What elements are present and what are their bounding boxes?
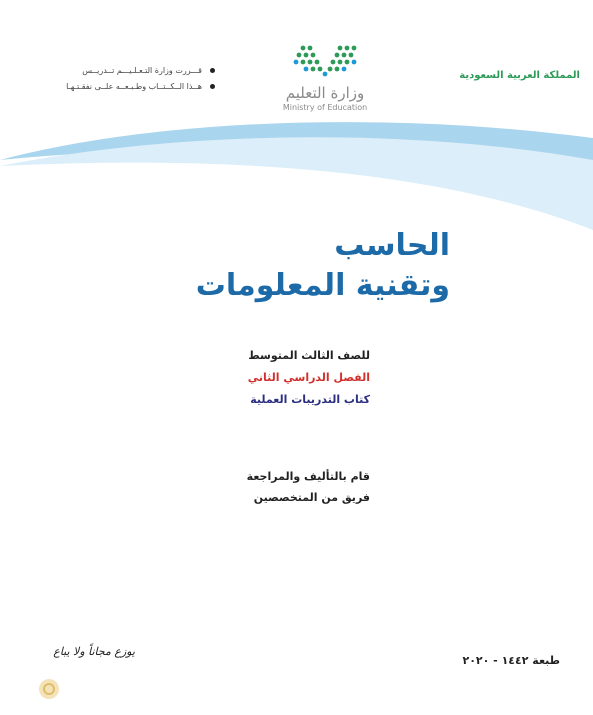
stamp-icon	[38, 678, 60, 700]
note-line	[40, 80, 215, 92]
bullet-icon	[210, 68, 215, 73]
kingdom-name: المملكة العربية السعودية	[459, 70, 580, 81]
book-title-line1: الحاسب	[334, 228, 450, 263]
note-text: قـــررت وزارة التـعـلـيـــم تــدريــس	[82, 65, 202, 75]
free-distribution-note: يوزع مجاناً ولا يباع	[53, 645, 135, 658]
semester: الفصل الدراسي الثاني	[247, 371, 370, 384]
book-type: كتاب التدريبات العملية	[250, 393, 370, 406]
ministry-notes	[40, 64, 215, 96]
ministry-name-arabic: وزارة التعليم	[285, 84, 365, 102]
book-title	[120, 226, 450, 306]
bullet-icon	[210, 84, 215, 89]
authors-line1: قام بالتأليف والمراجعة	[246, 470, 370, 483]
grade-level: للصف الثالث المتوسط	[248, 349, 370, 362]
ministry-name-english: Ministry of Education	[282, 103, 368, 112]
decorative-wave	[0, 120, 593, 230]
edition-label: طبعة ١٤٤٢ - ٢٠٢٠	[462, 654, 560, 667]
book-title-line2: وتقنية المعلومات	[195, 268, 450, 303]
note-text: هــذا الــكــتــاب وطـبـعــه علــى نفقـتـهـا	[66, 81, 202, 91]
note-line	[40, 64, 215, 76]
book-info	[200, 345, 370, 411]
authors-line2: فريق من المتخصصين	[253, 491, 370, 504]
authors-block	[200, 466, 370, 508]
